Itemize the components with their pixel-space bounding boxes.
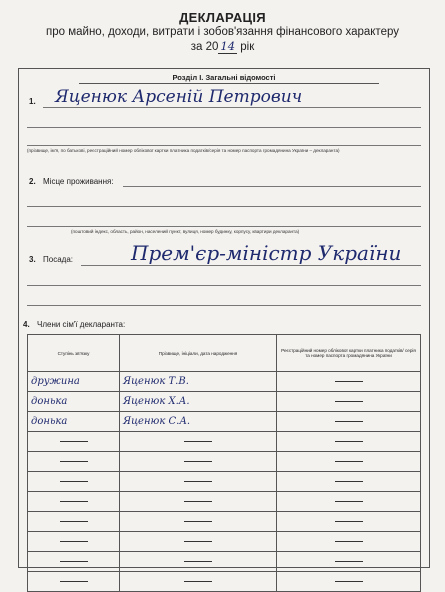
- empty-cell: [277, 492, 421, 512]
- empty-cell: [277, 472, 421, 492]
- field3-line-1: [81, 265, 421, 266]
- field2-line-3: [27, 226, 421, 227]
- field1-line-1: [43, 107, 421, 108]
- empty-cell: [28, 492, 120, 512]
- table-row-empty: [28, 432, 421, 452]
- declarant-name: Яценюк Арсеній Петрович: [55, 87, 303, 107]
- empty-cell: [28, 472, 120, 492]
- declaration-title: ДЕКЛАРАЦІЯ: [179, 10, 266, 25]
- dash-mark: [335, 521, 363, 522]
- field3-number: 3.: [29, 255, 36, 264]
- empty-cell: [28, 452, 120, 472]
- dash-mark: [184, 441, 212, 442]
- declaration-year: [0, 39, 445, 53]
- table-row-empty: [28, 532, 421, 552]
- empty-cell: [277, 432, 421, 452]
- member-name-cell: Яценюк С.А.: [120, 412, 277, 432]
- empty-cell: [277, 532, 421, 552]
- empty-cell: [277, 452, 421, 472]
- year-suffix: рік: [240, 41, 255, 53]
- declaration-form: [18, 68, 430, 568]
- dash-mark: [184, 501, 212, 502]
- empty-cell: [120, 552, 277, 572]
- family-members-table: [27, 334, 421, 592]
- dash-mark: [60, 581, 88, 582]
- empty-cell: [120, 532, 277, 552]
- field2-line-1: [123, 186, 421, 187]
- field1-line-3: [27, 145, 421, 146]
- dash-mark: [335, 561, 363, 562]
- empty-cell: [277, 552, 421, 572]
- field1-line-2: [27, 127, 421, 128]
- dash-mark: [60, 441, 88, 442]
- field2-caption: (поштовий індекс, область, район, населений пункт, вулиця, номер будинку, корпусу, квартири декларанта): [71, 229, 300, 234]
- table-row-empty: [28, 472, 421, 492]
- year-prefix: за 20: [190, 41, 219, 53]
- declaration-subtitle: про майно, доходи, витрати і зобов'язання фінансового характеру: [46, 26, 399, 38]
- empty-cell: [28, 572, 120, 592]
- field4-number: 4.: [23, 320, 30, 329]
- empty-cell: [120, 512, 277, 532]
- relation-cell: донька: [28, 412, 120, 432]
- tax-number-cell: [277, 412, 421, 432]
- dash-mark: [335, 501, 363, 502]
- dash-mark: [184, 481, 212, 482]
- empty-cell: [28, 432, 120, 452]
- field3-label: Посада:: [43, 255, 73, 264]
- relation-cell: дружина: [28, 372, 120, 392]
- dash-mark: [335, 581, 363, 582]
- dash-mark: [335, 481, 363, 482]
- tax-number-cell: [277, 372, 421, 392]
- table-row: [28, 392, 421, 412]
- dash-mark: [60, 521, 88, 522]
- table-row-empty: [28, 572, 421, 592]
- dash-mark: [60, 541, 88, 542]
- dash-mark: [184, 461, 212, 462]
- section-title-underline: [79, 83, 379, 84]
- dash-mark: [335, 541, 363, 542]
- tax-number-cell: [277, 392, 421, 412]
- dash-mark: [184, 521, 212, 522]
- declaration-header: [0, 10, 445, 53]
- empty-cell: [277, 512, 421, 532]
- year-handwritten: 14: [220, 39, 236, 53]
- empty-cell: [120, 452, 277, 472]
- table-row-empty: [28, 492, 421, 512]
- table-header-row: [28, 335, 421, 372]
- dash-mark: [335, 461, 363, 462]
- dash-mark: [60, 561, 88, 562]
- dash-mark: [335, 421, 363, 422]
- section-title: Розділ І. Загальні відомості: [172, 73, 276, 82]
- empty-cell: [28, 512, 120, 532]
- dash-mark: [60, 461, 88, 462]
- field1-number: 1.: [29, 97, 36, 106]
- dash-mark: [335, 441, 363, 442]
- member-name-cell: Яценюк Т.В.: [120, 372, 277, 392]
- table-row-empty: [28, 512, 421, 532]
- header-relation: Ступінь зв'язку: [28, 335, 120, 372]
- empty-cell: [120, 432, 277, 452]
- header-name: Прізвище, ініціали, дата народження: [120, 335, 277, 372]
- table-row-empty: [28, 452, 421, 472]
- field2-number: 2.: [29, 177, 36, 186]
- member-name-cell: Яценюк Х.А.: [120, 392, 277, 412]
- field3-line-2: [27, 285, 421, 286]
- field1-caption: (прізвище, ім'я, по батькові, реєстраційний номер облікової картки платника податків/серія та номер паспорта громадянина України – декларанта): [27, 148, 340, 153]
- dash-mark: [60, 501, 88, 502]
- position-value: Прем'єр-міністр України: [131, 241, 402, 265]
- empty-cell: [120, 492, 277, 512]
- dash-mark: [335, 381, 363, 382]
- dash-mark: [184, 541, 212, 542]
- field3-line-3: [27, 305, 421, 306]
- header-tax-number: Реєстраційний номер облікової картки платника податків/ серія та номер паспорта громадянина України: [277, 335, 421, 372]
- empty-cell: [277, 572, 421, 592]
- table-row: [28, 372, 421, 392]
- dash-mark: [184, 561, 212, 562]
- empty-cell: [28, 552, 120, 572]
- dash-mark: [335, 401, 363, 402]
- field2-label: Місце проживання:: [43, 177, 114, 186]
- empty-cell: [28, 532, 120, 552]
- field2-line-2: [27, 206, 421, 207]
- empty-cell: [120, 472, 277, 492]
- field4-label: Члени сім'ї декларанта:: [37, 320, 126, 329]
- relation-cell: донька: [28, 392, 120, 412]
- table-row-empty: [28, 552, 421, 572]
- empty-cell: [120, 572, 277, 592]
- table-row: [28, 412, 421, 432]
- dash-mark: [184, 581, 212, 582]
- dash-mark: [60, 481, 88, 482]
